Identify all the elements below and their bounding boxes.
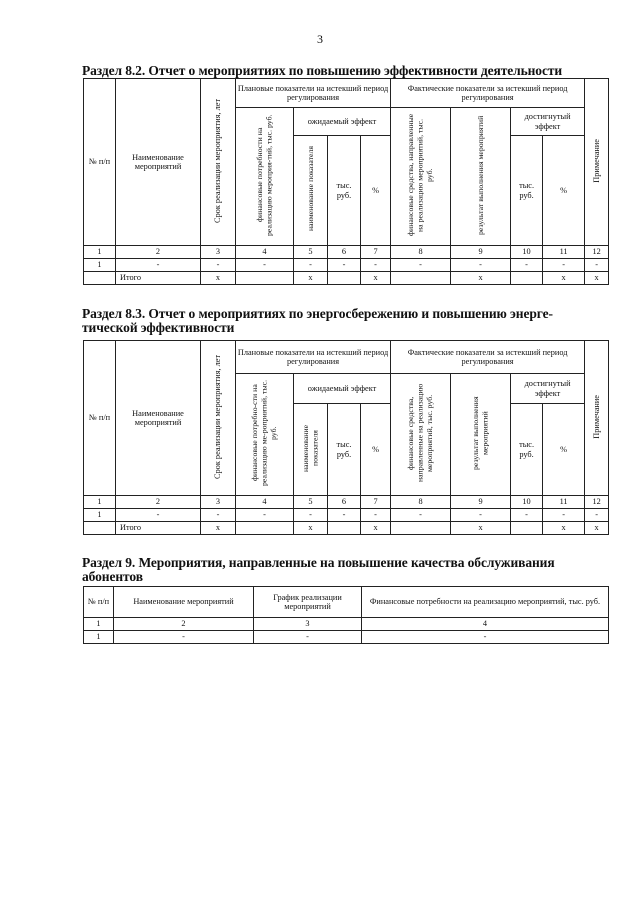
cell [511, 272, 543, 285]
cell [391, 272, 451, 285]
cell: - [451, 259, 511, 272]
cell: 3 [254, 618, 362, 631]
cell: - [511, 509, 543, 522]
cell: x [585, 272, 609, 285]
cell [84, 272, 116, 285]
cell: - [328, 509, 361, 522]
table-9 [83, 586, 609, 644]
cell: x [451, 272, 511, 285]
cell: - [116, 509, 201, 522]
cell: 4 [236, 246, 294, 259]
cell [236, 522, 294, 535]
table-row [84, 631, 609, 644]
cell: 5 [294, 246, 328, 259]
header-plan-effect: ожидаемый эффект [294, 374, 391, 404]
total-label: Итого [116, 272, 201, 285]
header-num: № п/п [84, 587, 114, 618]
cell: 10 [511, 496, 543, 509]
header-plan-pct: % [361, 404, 391, 496]
header-name: Наименование мероприятий [116, 341, 201, 496]
cell: 10 [511, 246, 543, 259]
header-fact-fin: финансовые средства, направленные на реализацию мероприятий, тыс. руб. [391, 374, 451, 496]
cell: x [585, 522, 609, 535]
cell: 6 [328, 246, 361, 259]
header-note: Примечание [585, 341, 609, 496]
table-row-numbers [84, 246, 609, 259]
header-term: Срок реализации мероприятия, лет [201, 79, 236, 246]
header-plan-effect: ожидаемый эффект [294, 108, 391, 136]
section-9-title: Раздел 9. Мероприятия, направленные на повышение качества обслуживания абонентов [82, 555, 555, 584]
cell: - [114, 631, 254, 644]
header-name: Наименование мероприятий [114, 587, 254, 618]
cell: x [201, 522, 236, 535]
cell: - [451, 509, 511, 522]
header-fact-result: результат выполнения мероприятий [451, 108, 511, 246]
cell: 9 [451, 496, 511, 509]
cell: 3 [201, 496, 236, 509]
cell: 7 [361, 496, 391, 509]
cell: 11 [543, 496, 585, 509]
cell: - [391, 509, 451, 522]
header-term: Срок реализации мероприятия, лет [201, 341, 236, 496]
table-row-numbers [84, 618, 609, 631]
cell: 9 [451, 246, 511, 259]
cell: 1 [84, 259, 116, 272]
header-fact-rub: тыс. руб. [511, 136, 543, 246]
cell: x [361, 522, 391, 535]
cell: 3 [201, 246, 236, 259]
cell: 7 [361, 246, 391, 259]
header-plan-indicator: наименование показателя [294, 404, 328, 496]
table-row-total [84, 522, 609, 535]
header-plan: Плановые показатели на истекший период регулирования [236, 79, 391, 108]
header-fact-rub: тыс. руб. [511, 404, 543, 496]
cell: 1 [84, 246, 116, 259]
cell [236, 272, 294, 285]
cell: 2 [116, 246, 201, 259]
cell: x [361, 272, 391, 285]
cell: - [201, 509, 236, 522]
table-row [84, 259, 609, 272]
cell: x [201, 272, 236, 285]
cell: - [361, 259, 391, 272]
cell [328, 522, 361, 535]
header-fact-pct: % [543, 136, 585, 246]
header-schedule: График реализации мероприятий [254, 587, 362, 618]
cell: 4 [236, 496, 294, 509]
cell: - [362, 631, 609, 644]
cell: - [294, 259, 328, 272]
cell: 5 [294, 496, 328, 509]
cell: x [294, 272, 328, 285]
cell: 8 [391, 246, 451, 259]
table-row-numbers [84, 496, 609, 509]
cell: - [254, 631, 362, 644]
header-name: Наименование мероприятий [116, 79, 201, 246]
header-plan-indicator: наименование показателя [294, 136, 328, 246]
cell: 1 [84, 618, 114, 631]
header-fact-effect: достигнутый эффект [511, 374, 585, 404]
header-num: № п/п [84, 341, 116, 496]
cell: 1 [84, 509, 116, 522]
cell [391, 522, 451, 535]
cell: - [294, 509, 328, 522]
cell: 1 [84, 496, 116, 509]
header-fact-pct: % [543, 404, 585, 496]
header-plan-fin: финансовые потребно-сти на реализацию ме-роприятий, тыс. руб. [236, 374, 294, 496]
cell: - [391, 259, 451, 272]
header-plan-rub: тыс. руб. [328, 136, 361, 246]
header-fact: Фактические показатели за истекший период регулирования [391, 79, 585, 108]
cell: 12 [585, 496, 609, 509]
header-note: Примечание [585, 79, 609, 246]
table-8-3 [83, 340, 609, 535]
header-plan-fin: финансовые потребности на реализацию мероприя-тий, тыс. руб. [236, 108, 294, 246]
header-plan: Плановые показатели на истекший период регулирования [236, 341, 391, 374]
cell: - [585, 509, 609, 522]
cell: - [236, 259, 294, 272]
table-8-2 [83, 78, 609, 285]
section-8-2-title: Раздел 8.2. Отчет о мероприятиях по повышению эффективности деятельности [82, 63, 563, 78]
total-label: Итого [116, 522, 201, 535]
cell: 4 [362, 618, 609, 631]
cell: 8 [391, 496, 451, 509]
section-8-3-title: Раздел 8.3. Отчет о мероприятиях по энергосбережению и повышению энерге-тической эффективности [82, 306, 553, 335]
cell [84, 522, 116, 535]
table-row [84, 509, 609, 522]
header-fact-effect: достигнутый эффект [511, 108, 585, 136]
cell: 2 [114, 618, 254, 631]
header-fact-fin: финансовые средства, направленные на реализацию мероприятий, тыс. руб. [391, 108, 451, 246]
header-finance: Финансовые потребности на реализацию мероприятий, тыс. руб. [362, 587, 609, 618]
header-fact: Фактические показатели за истекший период регулирования [391, 341, 585, 374]
cell: - [116, 259, 201, 272]
cell: - [236, 509, 294, 522]
header-plan-rub: тыс. руб. [328, 404, 361, 496]
cell: - [201, 259, 236, 272]
cell: x [451, 522, 511, 535]
cell: - [543, 509, 585, 522]
cell: 2 [116, 496, 201, 509]
cell: - [585, 259, 609, 272]
header-fact-result: результат выполнения мероприятий [451, 374, 511, 496]
cell: 6 [328, 496, 361, 509]
cell: 11 [543, 246, 585, 259]
cell [511, 522, 543, 535]
cell: x [294, 522, 328, 535]
header-plan-pct: % [361, 136, 391, 246]
cell: 1 [84, 631, 114, 644]
cell: - [511, 259, 543, 272]
cell: x [543, 522, 585, 535]
cell: - [543, 259, 585, 272]
page-number: 3 [317, 32, 323, 46]
cell: - [361, 509, 391, 522]
table-row-total [84, 272, 609, 285]
header-num: № п/п [84, 79, 116, 246]
cell: 12 [585, 246, 609, 259]
cell: x [543, 272, 585, 285]
cell [328, 272, 361, 285]
cell: - [328, 259, 361, 272]
